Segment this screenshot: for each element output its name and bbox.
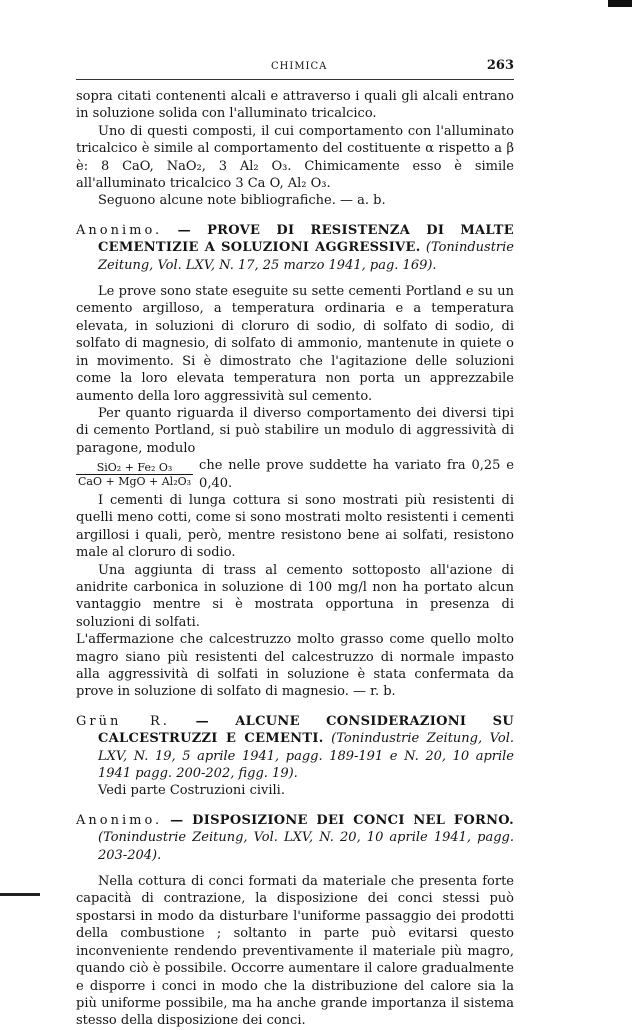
- header-rule: [76, 79, 514, 80]
- entry-author: Anonimo.: [76, 812, 163, 828]
- paragraph: Uno di questi composti, il cui comportamento con l'alluminato tricalcico è simile al comportamento del costituente α rispetto a β è: 8 CaO, NaO₂, 3 Al₂ O₃. Chimicamente esso è simile all'alluminato tricalcico 3 Ca O, Al₂ O₃.: [76, 123, 514, 192]
- paragraph: Una aggiunta di trass al cemento sottoposto all'azione di anidrite carbonica in soluzione di 100 mg/l non ha portato alcun vantaggio mentre si è mostrata opportuna in presenza di soluzioni di solfati.: [76, 562, 514, 630]
- paragraph: L'affermazione che calcestruzzo molto grasso come quello molto magro siano più resistenti del calcestruzzo di normale impasto alla aggressività di solfati in soluzione è stata confermata da prove in soluzione di solfato di magnesio. — r. b.: [76, 632, 514, 700]
- entry-heading: [76, 713, 514, 783]
- formula-numerator: SiO₂ + Fe₂ O₃: [96, 461, 173, 475]
- paragraph: Le prove sono state eseguite su sette cementi Portland e su un cemento argilloso, a temperatura ordinaria e a temperatura elevata, in soluzioni di cloruro di sodio, di solfato di sodio, di solfato di magnesio, di solfato di ammonio, mantenute in quiete o in movimento. Si è dimostrato che l'agitazione delle soluzioni come la loro elevata temperatura non porta un apprezzabile aumento della loro aggressività sul cemento.: [76, 284, 514, 404]
- entry-citation: (Tonindustrie Zeitung, Vol. LXV, N. 20, 10 aprile 1941, pagg. 203-204).: [98, 830, 514, 863]
- page-number: 263: [486, 58, 514, 73]
- paragraph: Seguono alcune note bibliografiche. — a. b.: [98, 193, 386, 209]
- cross-reference: Vedi parte Costruzioni civili.: [98, 783, 285, 799]
- page-body: [76, 88, 514, 1030]
- paragraph: Nella cottura di conci formati da materiale che presenta forte capacità di contrazione, la disposizione dei conci stessi può spostarsi in modo da disturbare l'uniforme passaggio dei prodotti della combustione ; soltanto in parte può evitarsi questo inconveniente rendendo preventivamente il materiale più magro, quando ciò è possibile. Occorre aumentare il calore gradualmente e disporre i conci in modo che la distribuzione del calore sia la più uniforme possibile, ma ha anche grande importanza il sistema stesso della disposizione dei conci.: [76, 874, 514, 1029]
- scan-edge-mark: [608, 0, 632, 7]
- formula-line: [76, 457, 514, 492]
- entry-title: — ALCUNE CONSIDERAZIONI SU CALCESTRUZZI E CEMENTI.: [98, 713, 514, 747]
- entry-citation: (Tonindustrie Zeitung, Vol. LXV, N. 17, 25 marzo 1941, pag. 169).: [98, 240, 514, 273]
- running-title: CHIMICA: [271, 61, 328, 72]
- formula-text: che nelle prove suddette ha variato fra 0,25 e 0,40.: [199, 458, 514, 491]
- entry-author: Grün R.: [76, 713, 170, 729]
- page-header: [76, 58, 514, 74]
- entry-title: — DISPOSIZIONE DEI CONCI NEL FORNO.: [170, 812, 514, 828]
- entry-heading: [76, 812, 514, 864]
- formula-denominator: CaO + MgO + Al₂O₃: [78, 475, 192, 489]
- paragraph: Per quanto riguarda il diverso comportamento dei diversi tipi di cemento Portland, si può stabilire un modulo di aggressività di paragone, modulo: [76, 405, 514, 456]
- scan-edge-mark: [0, 893, 40, 896]
- entry-citation: (Tonindustrie Zeitung, Vol. LXV, N. 19, 5 aprile 1941, pagg. 189-191 e N. 20, 10 aprile 1941 pagg. 200-202, figg. 19).: [98, 731, 514, 782]
- paragraph: I cementi di lunga cottura si sono mostrati più resistenti di quelli meno cotti, come si sono mostrati molto resistenti i cementi argillosi i quali, però, mentre resistono bene ai solfati, resistono male al cloruro di sodio.: [76, 492, 514, 561]
- entry-title: — PROVE DI RESISTENZA DI MALTE CEMENTIZIE A SOLUZIONI AGGRESSIVE.: [98, 222, 514, 256]
- paragraph: sopra citati contenenti alcali e attraverso i quali gli alcali entrano in soluzione solida con l'alluminato tricalcico.: [76, 89, 514, 122]
- aggressivity-modulus: [76, 461, 193, 488]
- entry-author: Anonimo.: [76, 222, 163, 238]
- entry-heading: [76, 222, 514, 274]
